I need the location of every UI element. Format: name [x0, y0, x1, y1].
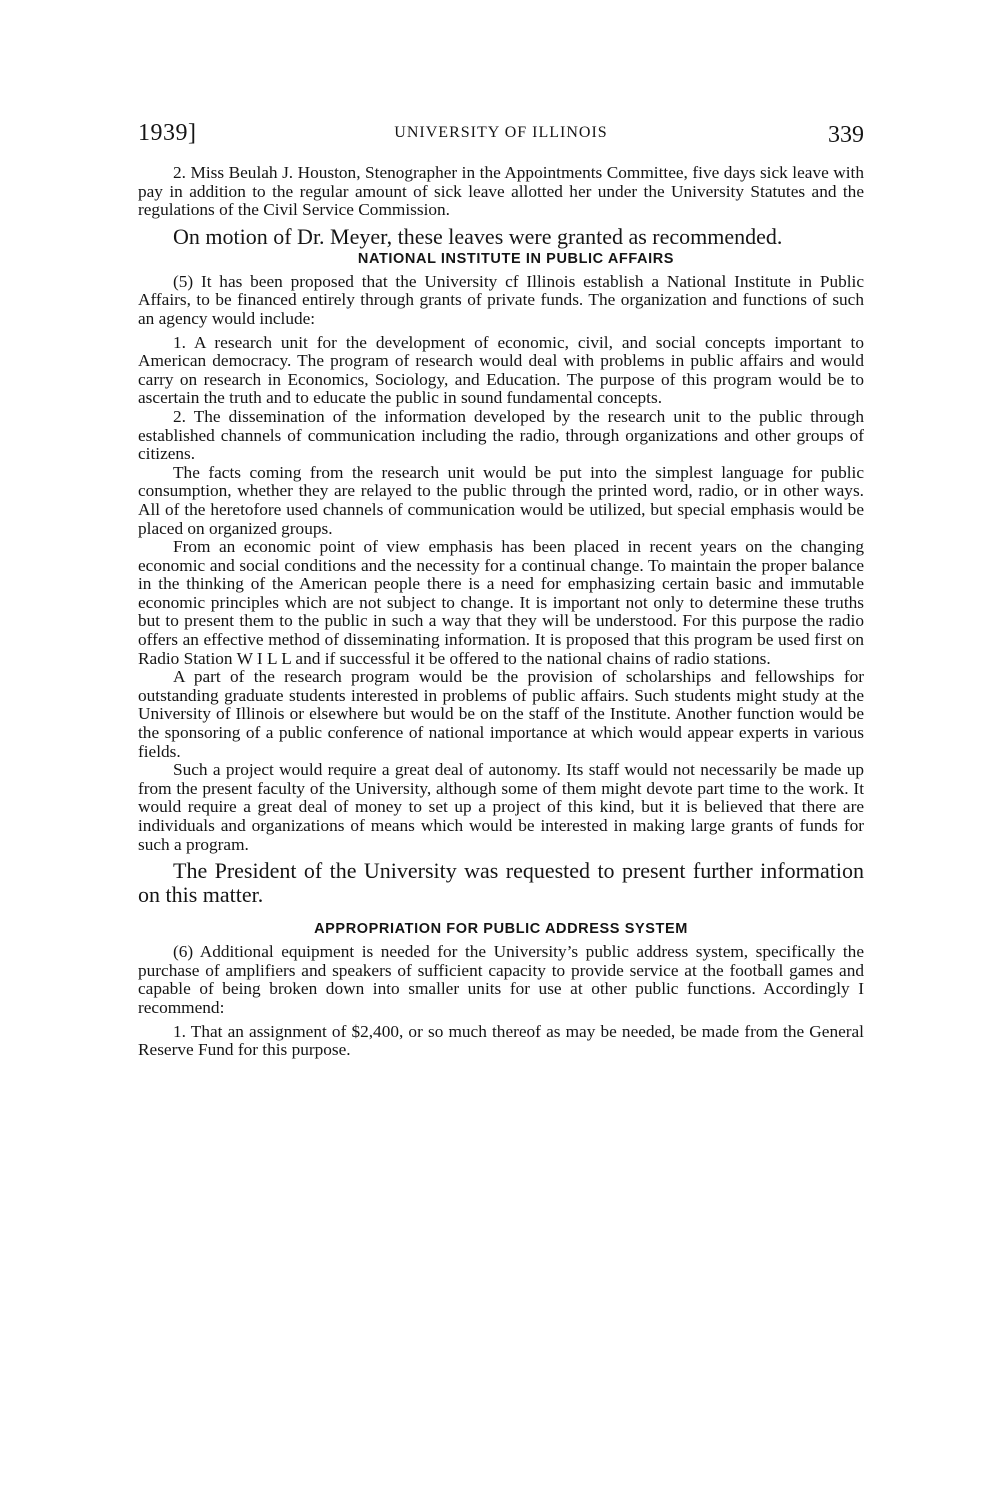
- motion-paragraph: On motion of Dr. Meyer, these leaves were granted as recommended.: [173, 223, 783, 249]
- paragraph-sick-leave: 2. Miss Beulah J. Houston, Stenographer in the Appointments Committee, five days sick leave with pay in addition to the regular amount of sick leave allotted her under the University Statutes and the regulations of the Civil Service Commission.: [138, 163, 864, 220]
- list-item-dissemination: 2. The dissemination of the information developed by the research unit to the public through established channels of communication including the radio, through organizations and other groups of citizens.: [138, 406, 864, 464]
- header-title: UNIVERSITY OF ILLINOIS: [394, 124, 608, 141]
- document-page: [138, 120, 864, 1060]
- list-item-assignment: 1. That an assignment of $2,400, or so much thereof as may be needed, be made from the General Reserve Fund for this purpose.: [138, 1021, 864, 1060]
- paragraph-research-program: A part of the research program would be the provision of scholarships and fellowships for outstanding graduate students interested in problems of public affairs. Such students might study at the University of Illinois or elsewhere but would be on the staff of the Institute. Another function would be the sponsoring of a public conference of national importance at which would appear experts in various fields.: [138, 667, 864, 761]
- running-header: [138, 120, 864, 164]
- section-heading-public-address: APPROPRIATION FOR PUBLIC ADDRESS SYSTEM: [314, 921, 688, 938]
- section-heading-national-institute: NATIONAL INSTITUTE IN PUBLIC AFFAIRS: [357, 250, 675, 267]
- paragraph-proposal: (5) It has been proposed that the University cf Illinois establish a National Institute in Public Affairs, to be financed entirely through grants of private funds. The organization and functions of such an agency would include:: [138, 271, 864, 328]
- president-paragraph: The President of the University was requested to present further information on this matter.: [138, 858, 864, 908]
- paragraph-facts: The facts coming from the research unit would be put into the simplest language for public consumption, whether they are relayed to the public through the printed word, radio, or in other ways. All of the heretofore used channels of communication would be utilized, but special emphasis would be placed on organized groups.: [138, 462, 864, 538]
- page-number: 339: [828, 122, 864, 148]
- paragraph-economic: From an economic point of view emphasis has been placed in recent years on the changing economic and social conditions and the necessity for a continual change. To maintain the proper balance in the thinking of the American people there is a need for emphasizing certain basic and immutable economic principles which are not subject to change. It is important not only to determine these truths but to present them to the public in such a way that they will be understood. For this purpose the radio offers an effective method of disseminating information. It is proposed that this program be used first on Radio Station W I L L and if successful it be offered to the national chains of radio stations.: [138, 537, 864, 668]
- header-year: 1939]: [138, 120, 197, 146]
- paragraph-equipment: (6) Additional equipment is needed for the University’s public address system, specifically the purchase of amplifiers and speakers of sufficient capacity to provide service at the football games and capable of being broken down into smaller units for use at other public functions. Accordingly I recommend:: [138, 942, 864, 1017]
- paragraph-autonomy: Such a project would require a great deal of autonomy. Its staff would not necessarily be made up from the present faculty of the University, although some of them might devote part time to the work. It would require a great deal of money to set up a project of this kind, but it is believed that there are individuals and organizations of means which would be interested in making large grants of funds for such a program.: [138, 760, 864, 854]
- list-item-research-unit: 1. A research unit for the development of economic, civil, and social concepts important to American democracy. The program of research would deal with problems in public affairs and would carry on research in Economics, Sociology, and Education. The purpose of this program would be to ascertain the truth and to educate the public in sound fundamental concepts.: [138, 332, 864, 408]
